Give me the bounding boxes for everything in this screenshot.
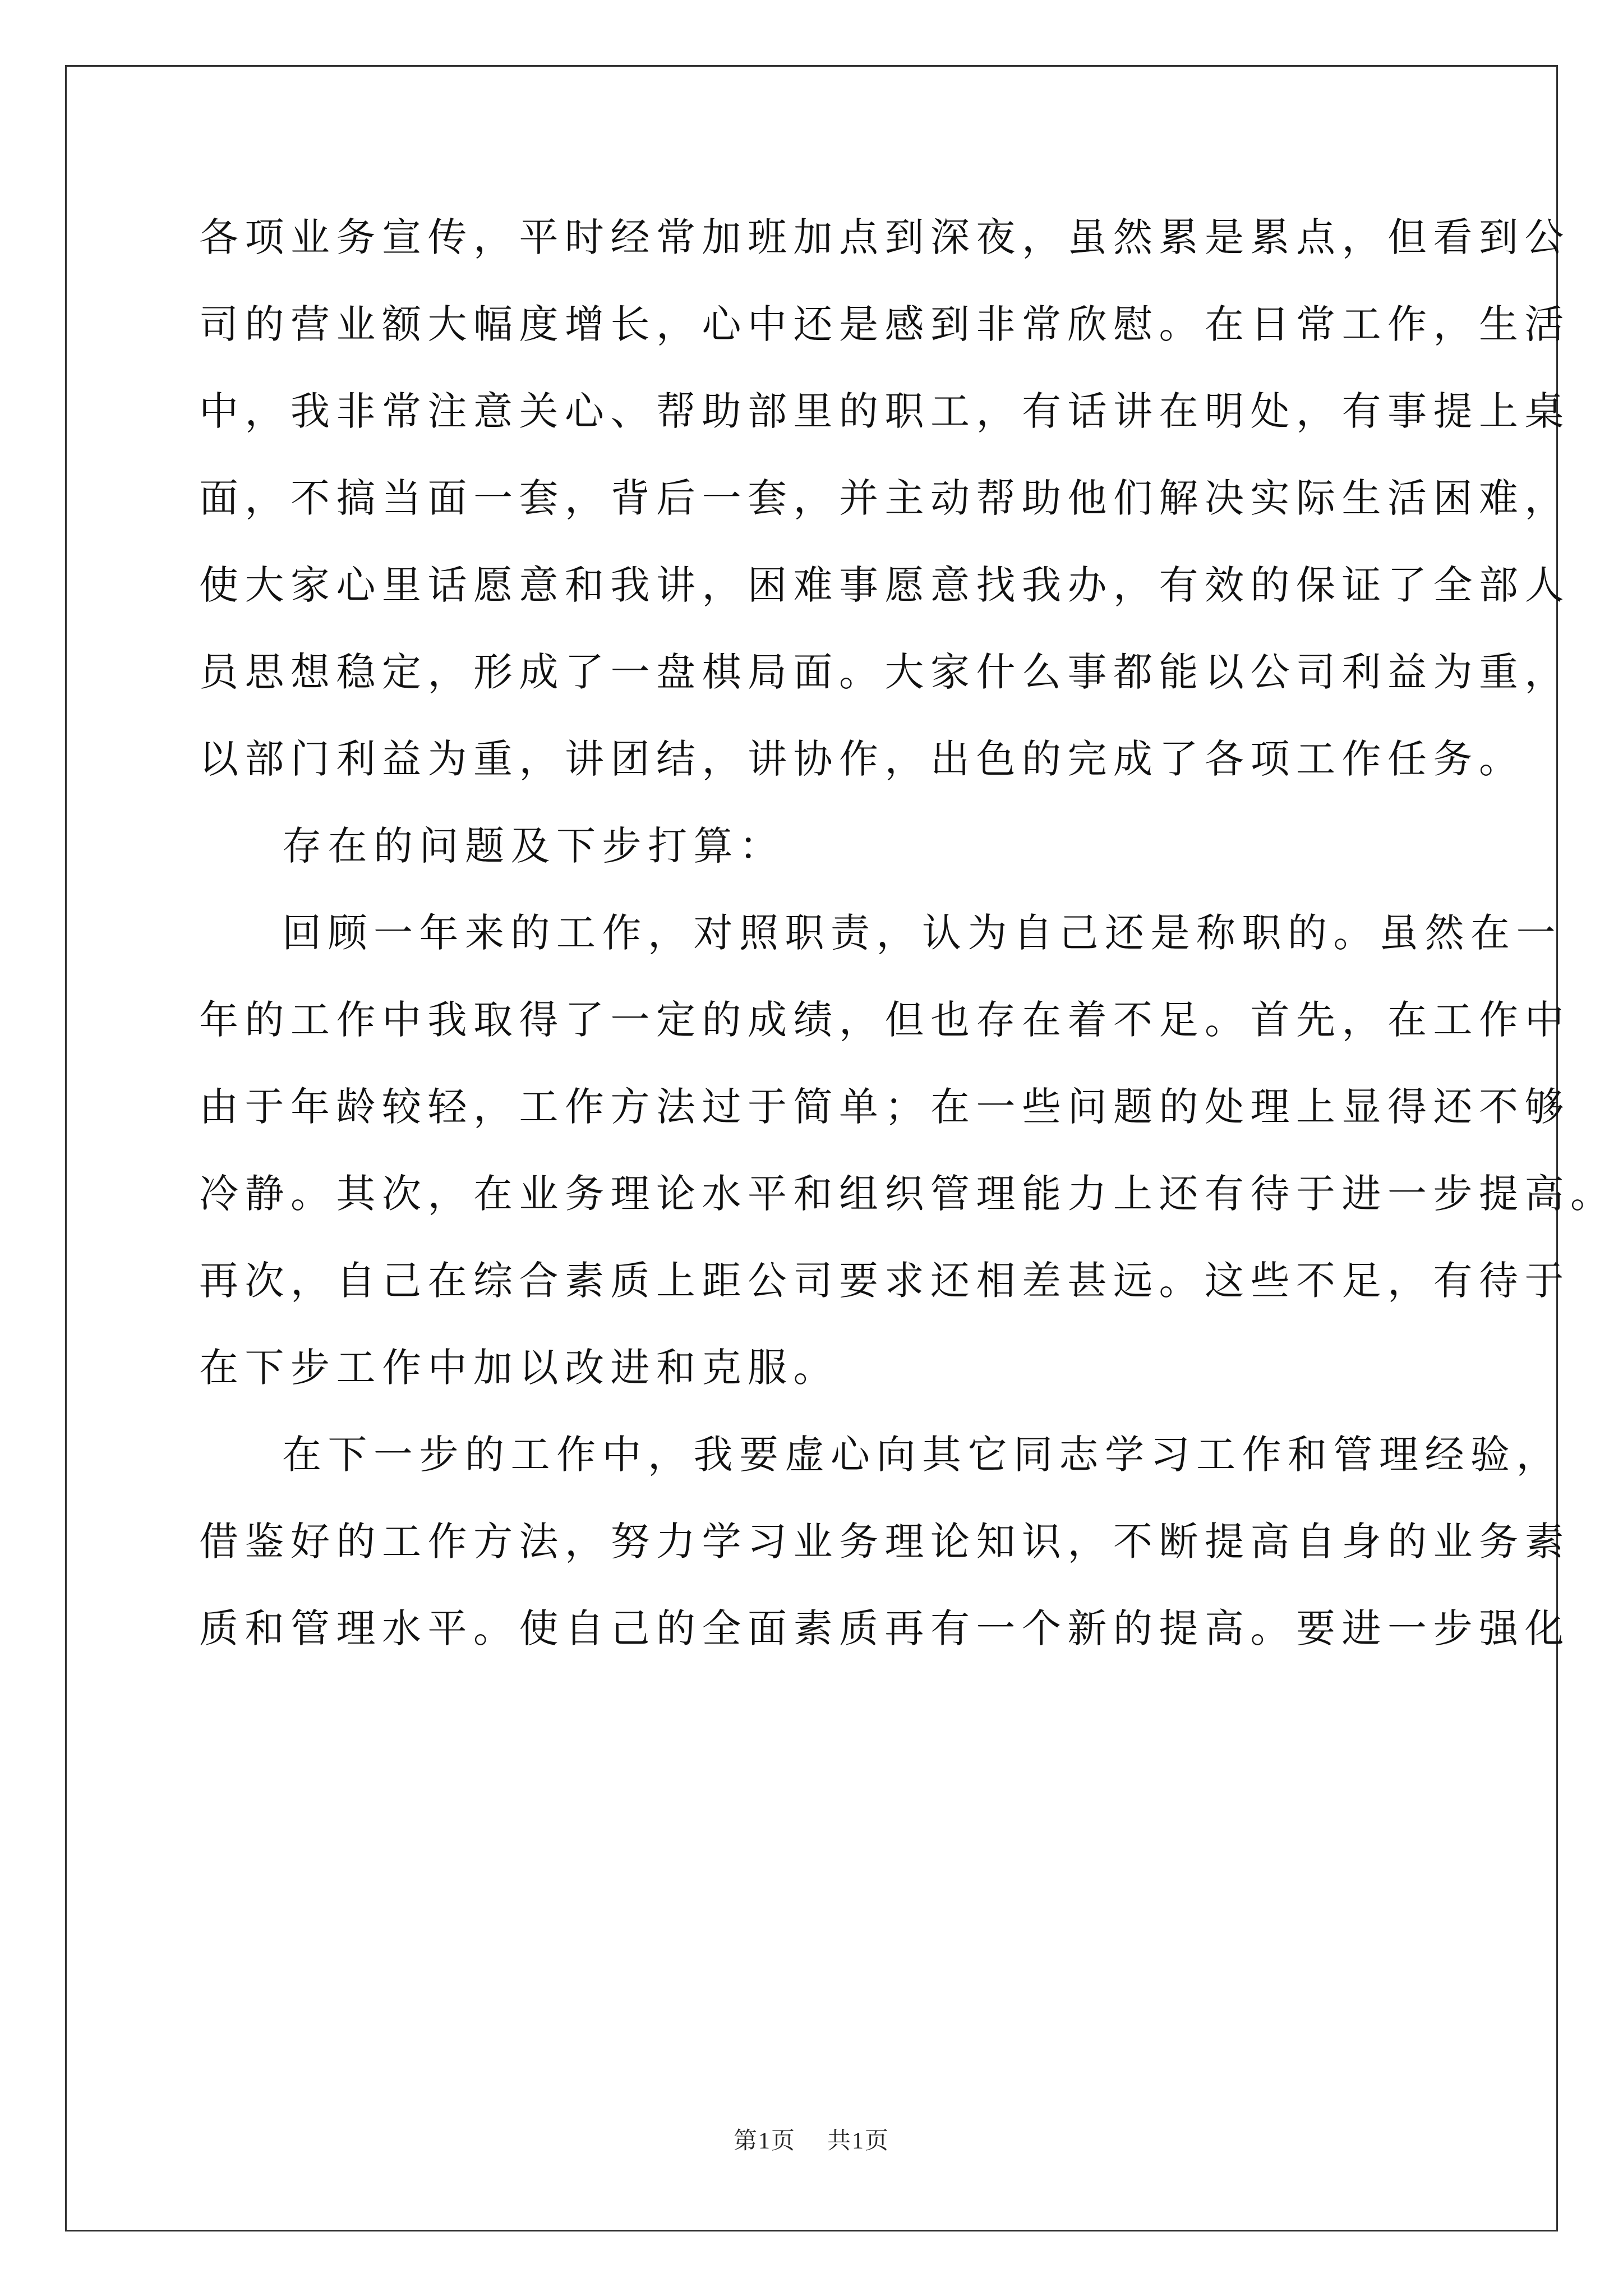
text-line: 中，我非常注意关心、帮助部里的职工，有话讲在明处，有事提上桌 [199, 388, 1570, 434]
page-number-current: 第1页 [733, 2128, 796, 2154]
text-line: 再次，自己在综合素质上距公司要求还相差甚远。这些不足，有待于 [199, 1258, 1570, 1304]
text-line: 冷静。其次，在业务理论水平和组织管理能力上还有待于进一步提高。 [199, 1171, 1616, 1217]
text-line: 使大家心里话愿意和我讲，困难事愿意找我办，有效的保证了全部人 [199, 562, 1570, 608]
page-footer [0, 2122, 1623, 2156]
text-line: 以部门利益为重，讲团结，讲协作，出色的完成了各项工作任务。 [199, 736, 1525, 782]
text-line: 司的营业额大幅度增长，心中还是感到非常欣慰。在日常工作，生活 [199, 301, 1570, 347]
text-line: 质和管理水平。使自己的全面素质再有一个新的提高。要进一步强化 [199, 1605, 1570, 1651]
section-heading: 存在的问题及下步打算： [282, 823, 785, 869]
document-body [199, 212, 1616, 1690]
text-line: 年的工作中我取得了一定的成绩，但也存在着不足。首先，在工作中 [199, 997, 1570, 1043]
text-line: 借鉴好的工作方法，努力学习业务理论知识，不断提高自身的业务素 [199, 1519, 1570, 1565]
text-line: 在下步工作中加以改进和克服。 [199, 1345, 839, 1391]
page-number-total: 共1页 [827, 2128, 890, 2154]
text-line: 各项业务宣传，平时经常加班加点到深夜，虽然累是累点，但看到公 [199, 214, 1570, 260]
text-line: 由于年龄较轻，工作方法过于简单；在一些问题的处理上显得还不够 [199, 1084, 1570, 1130]
text-line: 员思想稳定，形成了一盘棋局面。大家什么事都能以公司利益为重， [199, 649, 1570, 695]
text-line: 回顾一年来的工作，对照职责，认为自己还是称职的。虽然在一 [282, 910, 1562, 956]
text-line: 面，不搞当面一套，背后一套，并主动帮助他们解决实际生活困难， [199, 475, 1570, 521]
text-line: 在下一步的工作中，我要虚心向其它同志学习工作和管理经验， [282, 1432, 1562, 1478]
